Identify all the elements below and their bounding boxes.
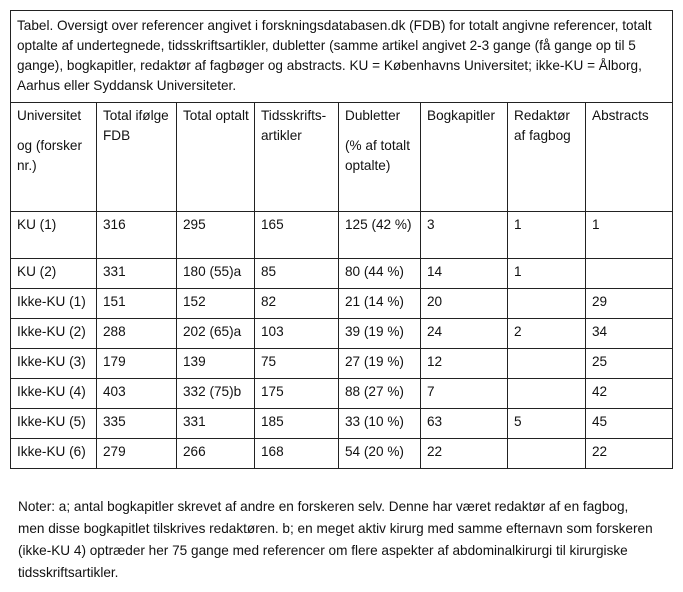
header-total-fdb: Total ifølge FDB — [97, 103, 177, 212]
cell-universitet: Ikke-KU (3) — [11, 349, 97, 379]
cell-total-optalt: 295 — [177, 212, 255, 259]
header-universitet — [11, 103, 97, 212]
cell-total-optalt: 152 — [177, 289, 255, 319]
cell-total-fdb: 179 — [97, 349, 177, 379]
cell-tidsskriftsartikler: 75 — [255, 349, 339, 379]
cell-dubletter: 33 (10 %) — [339, 409, 421, 439]
cell-total-fdb: 279 — [97, 439, 177, 469]
cell-dubletter: 80 (44 %) — [339, 259, 421, 289]
table-row — [11, 319, 673, 349]
cell-redaktor — [508, 379, 586, 409]
cell-total-optalt: 180 (55)a — [177, 259, 255, 289]
cell-total-fdb: 331 — [97, 259, 177, 289]
cell-total-optalt: 331 — [177, 409, 255, 439]
cell-abstracts: 22 — [586, 439, 673, 469]
cell-dubletter: 125 (42 %) — [339, 212, 421, 259]
cell-total-fdb: 403 — [97, 379, 177, 409]
cell-abstracts: 1 — [586, 212, 673, 259]
header-universitet-line1: Universitet — [17, 108, 82, 123]
header-dubletter-line2: (% af totalt optalte) — [345, 138, 410, 173]
table-container — [10, 10, 672, 469]
cell-total-optalt: 202 (65)a — [177, 319, 255, 349]
cell-redaktor: 2 — [508, 319, 586, 349]
header-dubletter-line1: Dubletter — [345, 108, 401, 123]
cell-abstracts: 25 — [586, 349, 673, 379]
cell-tidsskriftsartikler: 175 — [255, 379, 339, 409]
cell-tidsskriftsartikler: 85 — [255, 259, 339, 289]
table-row — [11, 379, 673, 409]
cell-redaktor — [508, 349, 586, 379]
cell-redaktor — [508, 439, 586, 469]
table-row — [11, 409, 673, 439]
cell-universitet: Ikke-KU (2) — [11, 319, 97, 349]
header-abstracts: Abstracts — [586, 103, 673, 212]
cell-bogkapitler: 24 — [421, 319, 508, 349]
cell-universitet: KU (2) — [11, 259, 97, 289]
table-row — [11, 349, 673, 379]
cell-bogkapitler: 12 — [421, 349, 508, 379]
header-row — [11, 103, 673, 212]
table-row — [11, 289, 673, 319]
cell-total-optalt: 332 (75)b — [177, 379, 255, 409]
header-tidsskriftsartikler: Tidsskrifts-artikler — [255, 103, 339, 212]
cell-bogkapitler: 20 — [421, 289, 508, 319]
table-row — [11, 259, 673, 289]
cell-dubletter: 39 (19 %) — [339, 319, 421, 349]
cell-total-fdb: 316 — [97, 212, 177, 259]
cell-abstracts — [586, 259, 673, 289]
cell-redaktor: 5 — [508, 409, 586, 439]
cell-dubletter: 88 (27 %) — [339, 379, 421, 409]
cell-redaktor: 1 — [508, 212, 586, 259]
cell-universitet: Ikke-KU (5) — [11, 409, 97, 439]
cell-abstracts: 45 — [586, 409, 673, 439]
cell-tidsskriftsartikler: 103 — [255, 319, 339, 349]
cell-tidsskriftsartikler: 82 — [255, 289, 339, 319]
cell-tidsskriftsartikler: 168 — [255, 439, 339, 469]
cell-bogkapitler: 14 — [421, 259, 508, 289]
cell-bogkapitler: 22 — [421, 439, 508, 469]
cell-total-fdb: 335 — [97, 409, 177, 439]
cell-total-fdb: 151 — [97, 289, 177, 319]
cell-universitet: KU (1) — [11, 212, 97, 259]
cell-universitet: Ikke-KU (4) — [11, 379, 97, 409]
cell-universitet: Ikke-KU (6) — [11, 439, 97, 469]
table-caption: Tabel. Oversigt over referencer angivet i forskningsdatabasen.dk (FDB) for totalt angivne referencer, totalt optalte af undertegnede, tidsskriftsartikler, dubletter (samme artikel angivet 2-3 gange (få gange op til 5 gange), bogkapitler, redaktør af fagbøger og abstracts. KU = Københavns Universitet; ikke-KU = Ålborg, Aarhus eller Syddansk Universiteter. — [11, 11, 673, 103]
cell-dubletter: 21 (14 %) — [339, 289, 421, 319]
cell-abstracts: 42 — [586, 379, 673, 409]
header-universitet-line2: og (forsker nr.) — [17, 138, 82, 173]
caption-row — [11, 11, 673, 103]
cell-total-optalt: 139 — [177, 349, 255, 379]
cell-dubletter: 27 (19 %) — [339, 349, 421, 379]
cell-tidsskriftsartikler: 185 — [255, 409, 339, 439]
cell-bogkapitler: 63 — [421, 409, 508, 439]
table-body — [11, 212, 673, 469]
table-notes: Noter: a; antal bogkapitler skrevet af andre en forskeren selv. Denne har været redaktør af en fagbog, men disse bogkapitlet tilskrives redaktøren. b; en meget aktiv kirurg med samme efternavn som forskeren (ikke-KU 4) optræder her 75 gange med referencer om flere aspekter af abdominalkirurgi til kirurgiske tidsskriftsartikler. — [18, 499, 653, 580]
cell-redaktor — [508, 289, 586, 319]
header-redaktor: Redaktør af fagbog — [508, 103, 586, 212]
cell-redaktor: 1 — [508, 259, 586, 289]
cell-tidsskriftsartikler: 165 — [255, 212, 339, 259]
cell-bogkapitler: 7 — [421, 379, 508, 409]
table-row — [11, 212, 673, 259]
header-total-optalt: Total optalt — [177, 103, 255, 212]
cell-bogkapitler: 3 — [421, 212, 508, 259]
cell-dubletter: 54 (20 %) — [339, 439, 421, 469]
cell-universitet: Ikke-KU (1) — [11, 289, 97, 319]
cell-abstracts: 34 — [586, 319, 673, 349]
cell-abstracts: 29 — [586, 289, 673, 319]
references-table — [10, 10, 673, 469]
header-bogkapitler: Bogkapitler — [421, 103, 508, 212]
cell-total-optalt: 266 — [177, 439, 255, 469]
table-row — [11, 439, 673, 469]
cell-total-fdb: 288 — [97, 319, 177, 349]
header-dubletter — [339, 103, 421, 212]
